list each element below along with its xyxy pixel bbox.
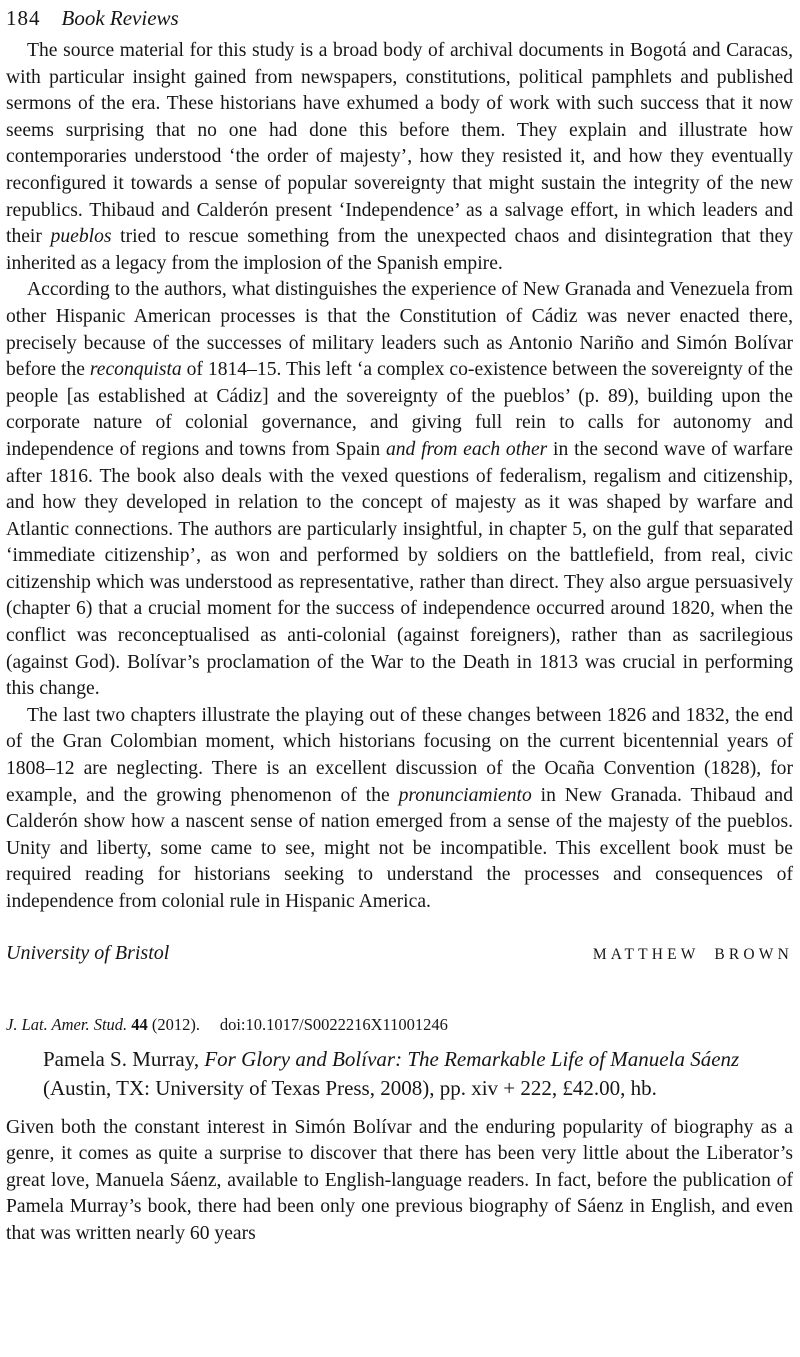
page-number: 184 <box>6 6 41 30</box>
review-opening-paragraph: Given both the constant interest in Simón Bolívar and the enduring popularity of biography as a genre, it comes as quite a surprise to discover that there has been very little about the Liberator’s great love, Manuela Sáenz, available to English-language readers. In fact, before the publication of Pamela Murray’s book, there had been only one previous biography of Sáenz in English, and even that was written nearly 60 years <box>6 1116 793 1244</box>
page-header <box>6 5 793 31</box>
book-review-heading: Pamela S. Murray, For Glory and Bolívar: The Remarkable Life of Manuela Sáenz (Austin, TX: University of Texas Press, 2008), pp. xiv + 222, £42.00, hb. <box>43 1046 740 1100</box>
review-paragraph-1: The source material for this study is a broad body of archival documents in Bogotá and Caracas, with particular insight gained from newspapers, constitutions, political pamphlets and published sermons of the era. These historians have exhumed a body of work with such success that it now seems surprising that no one had done this before them. They explain and illustrate how contemporaries understood ‘the order of majesty’, how they resisted it, and how they eventually reconfigured it towards a sense of popular sovereignty that might sustain the integrity of the new republics. Thibaud and Calderón present ‘Independence’ as a salvage effort, in which leaders and their pueblos tried to rescue something from the unexpected chaos and disintegration that they inherited as a legacy from the implosion of the Spanish empire. <box>6 40 793 274</box>
journal-citation: J. Lat. Amer. Stud. 44 (2012). doi:10.1017/S0022216X11001246 <box>6 1014 448 1034</box>
review-paragraph-3: The last two chapters illustrate the playing out of these changes between 1826 and 1832, the end of the Gran Colombian moment, which historians focusing on the current bicentennial years of 1808–12 are neglecting. There is an excellent discussion of the Ocaña Convention (1828), for example, and the growing phenomenon of the pronunciamiento in New Granada. Thibaud and Calderón show how a nascent sense of nation emerged from a sense of the majesty of the pueblos. Unity and liberty, some came to see, might not be incompatible. This excellent book must be required reading for historians seeking to understand the processes and consequences of independence from colonial rule in Hispanic America. <box>6 704 793 912</box>
running-head-title: Book Reviews <box>61 6 179 30</box>
review-signature <box>6 942 793 965</box>
review-paragraph-2: According to the authors, what distinguishes the experience of New Granada and Venezuela from other Hispanic American processes is that the Constitution of Cádiz was never enacted there, precisely because of the successes of military leaders such as Antonio Nariño and Simón Bolívar before the reconquista of 1814–15. This left ‘a complex co-existence between the sovereignty of the people [as established at Cádiz] and the sovereignty of the pueblos’ (p. 89), building upon the corporate nature of colonial governance, and giving full rein to calls for autonomy and independence of regions and towns from Spain and from each other in the second wave of warfare after 1816. The book also deals with the vexed questions of federalism, regalism and citizenship, and how they developed in relation to the concept of majesty as it was shaped by warfare and Atlantic connections. The authors are particularly insightful, in chapter 5, on the gulf that separated ‘immediate citizenship’, as won and performed by soldiers on the battlefield, from real, civic citizenship which was understood as representative, rather than direct. They also argue persuasively (chapter 6) that a crucial moment for the success of independence occurred around 1820, when the conflict was reconceptualised as anti-colonial (against foreigners), rather than as sacrilegious (against God). Bolívar’s proclamation of the War to the Death in 1813 was crucial in performing this change. <box>6 279 793 700</box>
review-thibaud-calderon <box>6 38 793 965</box>
reviewer-affiliation: University of Bristol <box>6 941 170 964</box>
review-murray <box>6 1015 793 1248</box>
reviewer-name: MATTHEW BROWN <box>592 945 793 963</box>
